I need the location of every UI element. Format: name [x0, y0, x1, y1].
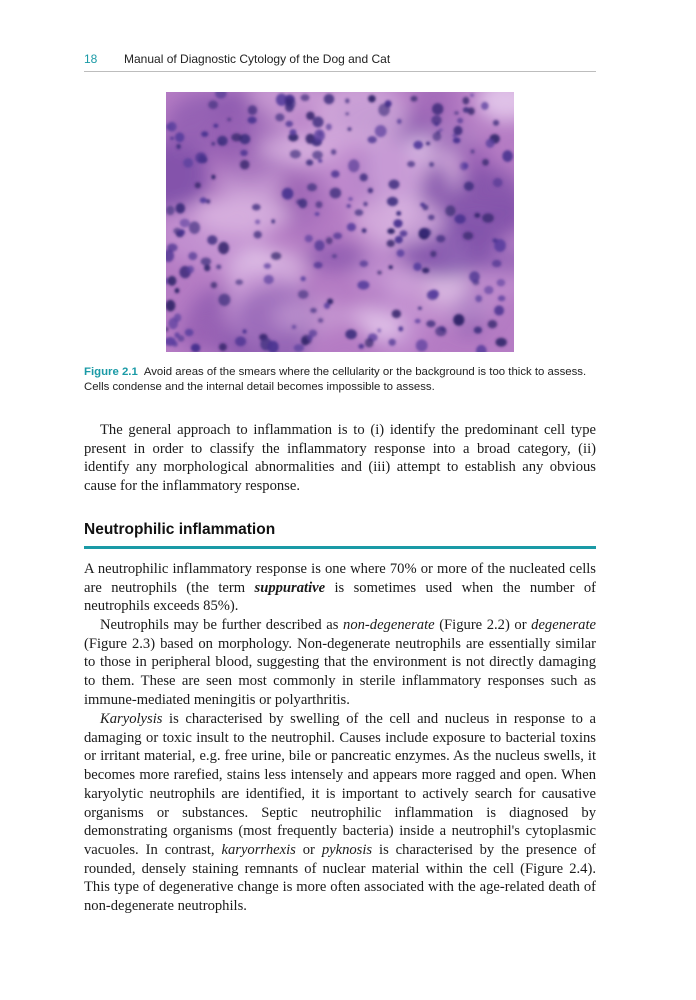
term-karyorrhexis: karyorrhexis	[221, 841, 296, 858]
figure-caption-text: Avoid areas of the smears where the cellularity or the background is too thick to assess. Cells condense and the internal detail becomes impossible to assess.	[84, 366, 587, 393]
paragraph-2: Neutrophils may be further described as non-degenerate (Figure 2.2) or degenerate (Figure 2.3) based on morphology. Non-degenerate neutrophils are essentially similar to those in peripheral blood, suggesting that the environment is not directly damaging to them. These are seen most commonly in sterile inflammatory responses such as immune-mediated meningitis or polyarthritis.	[84, 617, 596, 708]
figure-caption	[84, 365, 596, 395]
term-suppurative: suppurative	[254, 579, 326, 596]
running-header	[84, 52, 596, 70]
term-karyolysis: Karyolysis	[100, 711, 163, 727]
intro-paragraph: The general approach to inflammation is to (i) identify the predominant cell type present in order to classify the inflammatory response into a broad category, (ii) identify any morphological abnormalities and (iii) attempt to establish any obvious cause for the inflammatory response.	[84, 422, 596, 495]
figure-2-1-micrograph	[166, 92, 514, 352]
section-heading: Neutrophilic inflammation	[84, 521, 276, 538]
term-degenerate: degenerate	[531, 617, 596, 633]
page-number: 18	[84, 52, 98, 66]
paragraph-1: A neutrophilic inflammatory response is one where 70% or more of the nucleated cells are neutrophils (the term suppurative is sometimes used when the number of neutrophils exceeds 85%).	[84, 561, 596, 615]
figure-label: Figure 2.1	[84, 366, 138, 378]
section-divider	[84, 546, 596, 549]
header-divider	[84, 71, 596, 72]
term-pyknosis: pyknosis	[321, 841, 373, 858]
cytology-smear-image	[166, 92, 514, 352]
running-title: Manual of Diagnostic Cytology of the Dog and Cat	[124, 52, 391, 66]
paragraph-3: Karyolysis is characterised by swelling of the cell and nucleus in response to a damaging or toxic insult to the neutrophil. Causes include exposure to bacterial toxins or irritant material, e.g. free urine, bile or pancreatic enzymes. As the nucleus swells, it becomes more rarefied, stains less intensely and appears more ragged and open. When karyolytic neutrophils are identified, it is important to actively search for causative organisms or substances. Septic neutrophilic inflammation is diagnosed by demonstrating organisms (most frequently bacteria) inside a neutrophil's cytoplasmic vacuoles. In contrast, karyorrhexis or pyknosis is characterised by the presence of rounded, densely staining remnants of nuclear material within the cell (Figure 2.4). This type of degenerative change is more often associated with the age-related death of non-degenerate neutrophils.	[84, 711, 596, 915]
term-non-degenerate: non-degenerate	[343, 617, 435, 633]
